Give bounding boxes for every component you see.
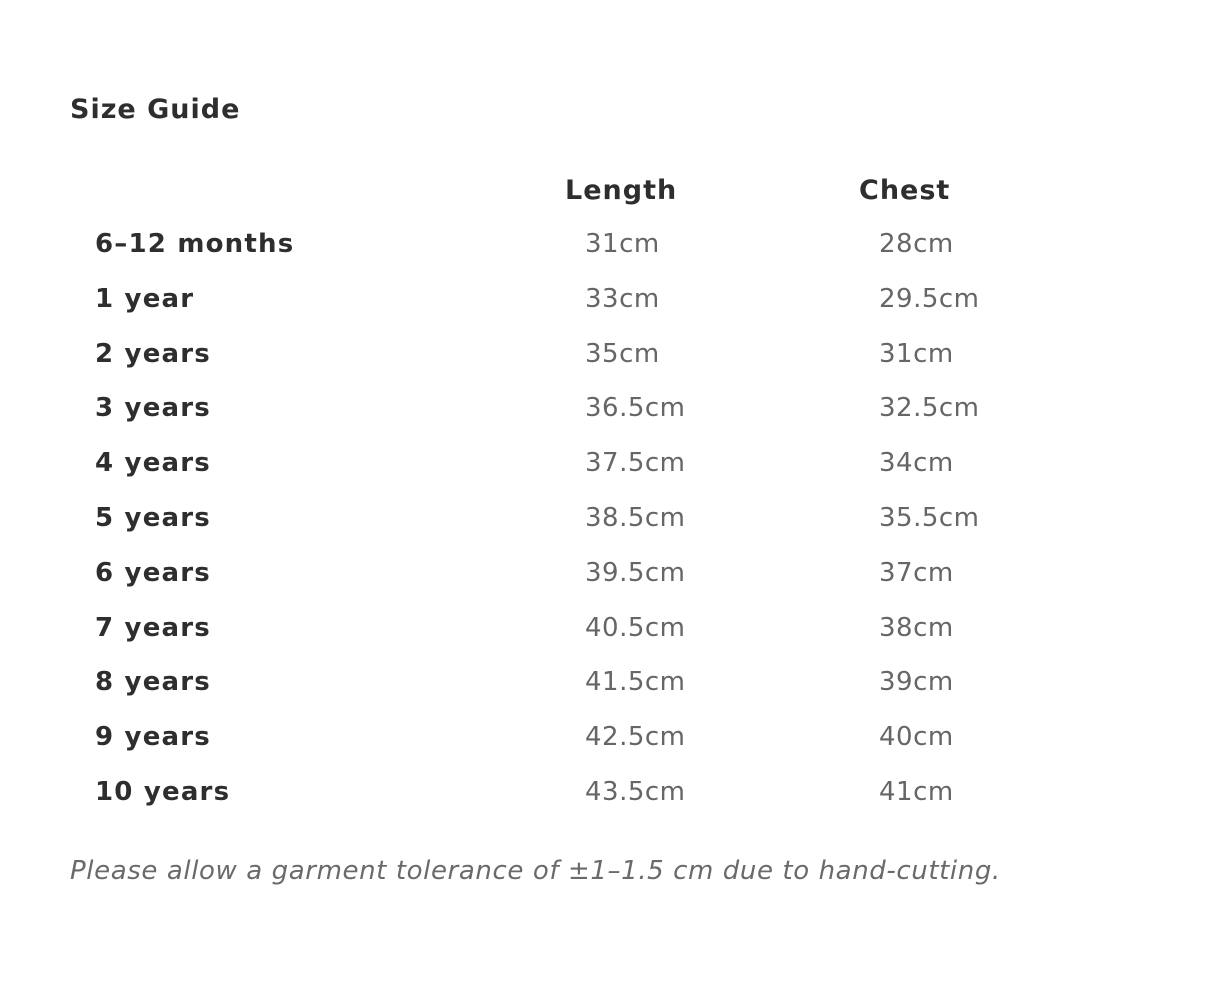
- chest-cell: 35.5cm: [879, 502, 980, 533]
- length-cell: 38.5cm: [585, 502, 686, 533]
- table-row: [0, 549, 1224, 604]
- chest-cell: 29.5cm: [879, 283, 980, 314]
- chest-cell: 41cm: [879, 776, 954, 807]
- size-table: [0, 220, 1224, 823]
- size-cell: 3 years: [95, 393, 211, 424]
- chest-cell: 28cm: [879, 229, 954, 259]
- size-cell: 8 years: [95, 667, 211, 698]
- chest-cell: 34cm: [879, 448, 954, 479]
- length-cell: 40.5cm: [585, 612, 686, 643]
- chest-cell: 31cm: [879, 338, 954, 369]
- table-row: [0, 494, 1224, 549]
- table-row: [0, 275, 1224, 330]
- table-row: [0, 439, 1224, 494]
- size-cell: 9 years: [95, 722, 211, 753]
- chest-cell: 37cm: [879, 557, 954, 588]
- page-title: Size Guide: [70, 94, 241, 125]
- length-cell: 42.5cm: [585, 722, 686, 753]
- size-cell: 2 years: [95, 338, 211, 369]
- table-row: [0, 768, 1224, 823]
- size-cell: 10 years: [95, 776, 231, 807]
- length-cell: 35cm: [585, 338, 660, 369]
- table-row: [0, 330, 1224, 385]
- chest-cell: 40cm: [879, 722, 954, 753]
- size-cell: 7 years: [95, 612, 211, 643]
- size-cell: 6 years: [95, 557, 211, 588]
- table-row: [0, 220, 1224, 275]
- length-cell: 36.5cm: [585, 393, 686, 424]
- table-row: [0, 713, 1224, 768]
- length-cell: 39.5cm: [585, 557, 686, 588]
- column-header-length: Length: [565, 175, 678, 206]
- length-cell: 33cm: [585, 283, 660, 314]
- size-cell: 6–12 months: [95, 229, 295, 259]
- length-cell: 43.5cm: [585, 776, 686, 807]
- size-cell: 5 years: [95, 502, 211, 533]
- length-cell: 41.5cm: [585, 667, 686, 698]
- chest-cell: 32.5cm: [879, 393, 980, 424]
- table-row: [0, 658, 1224, 713]
- table-row: [0, 604, 1224, 659]
- chest-cell: 39cm: [879, 667, 954, 698]
- column-header-chest: Chest: [859, 175, 951, 206]
- size-cell: 1 year: [95, 283, 195, 314]
- tolerance-note: Please allow a garment tolerance of ±1–1.5 cm due to hand-cutting.: [70, 856, 1001, 886]
- size-cell: 4 years: [95, 448, 211, 479]
- length-cell: 31cm: [585, 229, 660, 259]
- chest-cell: 38cm: [879, 612, 954, 643]
- table-row: [0, 384, 1224, 439]
- length-cell: 37.5cm: [585, 448, 686, 479]
